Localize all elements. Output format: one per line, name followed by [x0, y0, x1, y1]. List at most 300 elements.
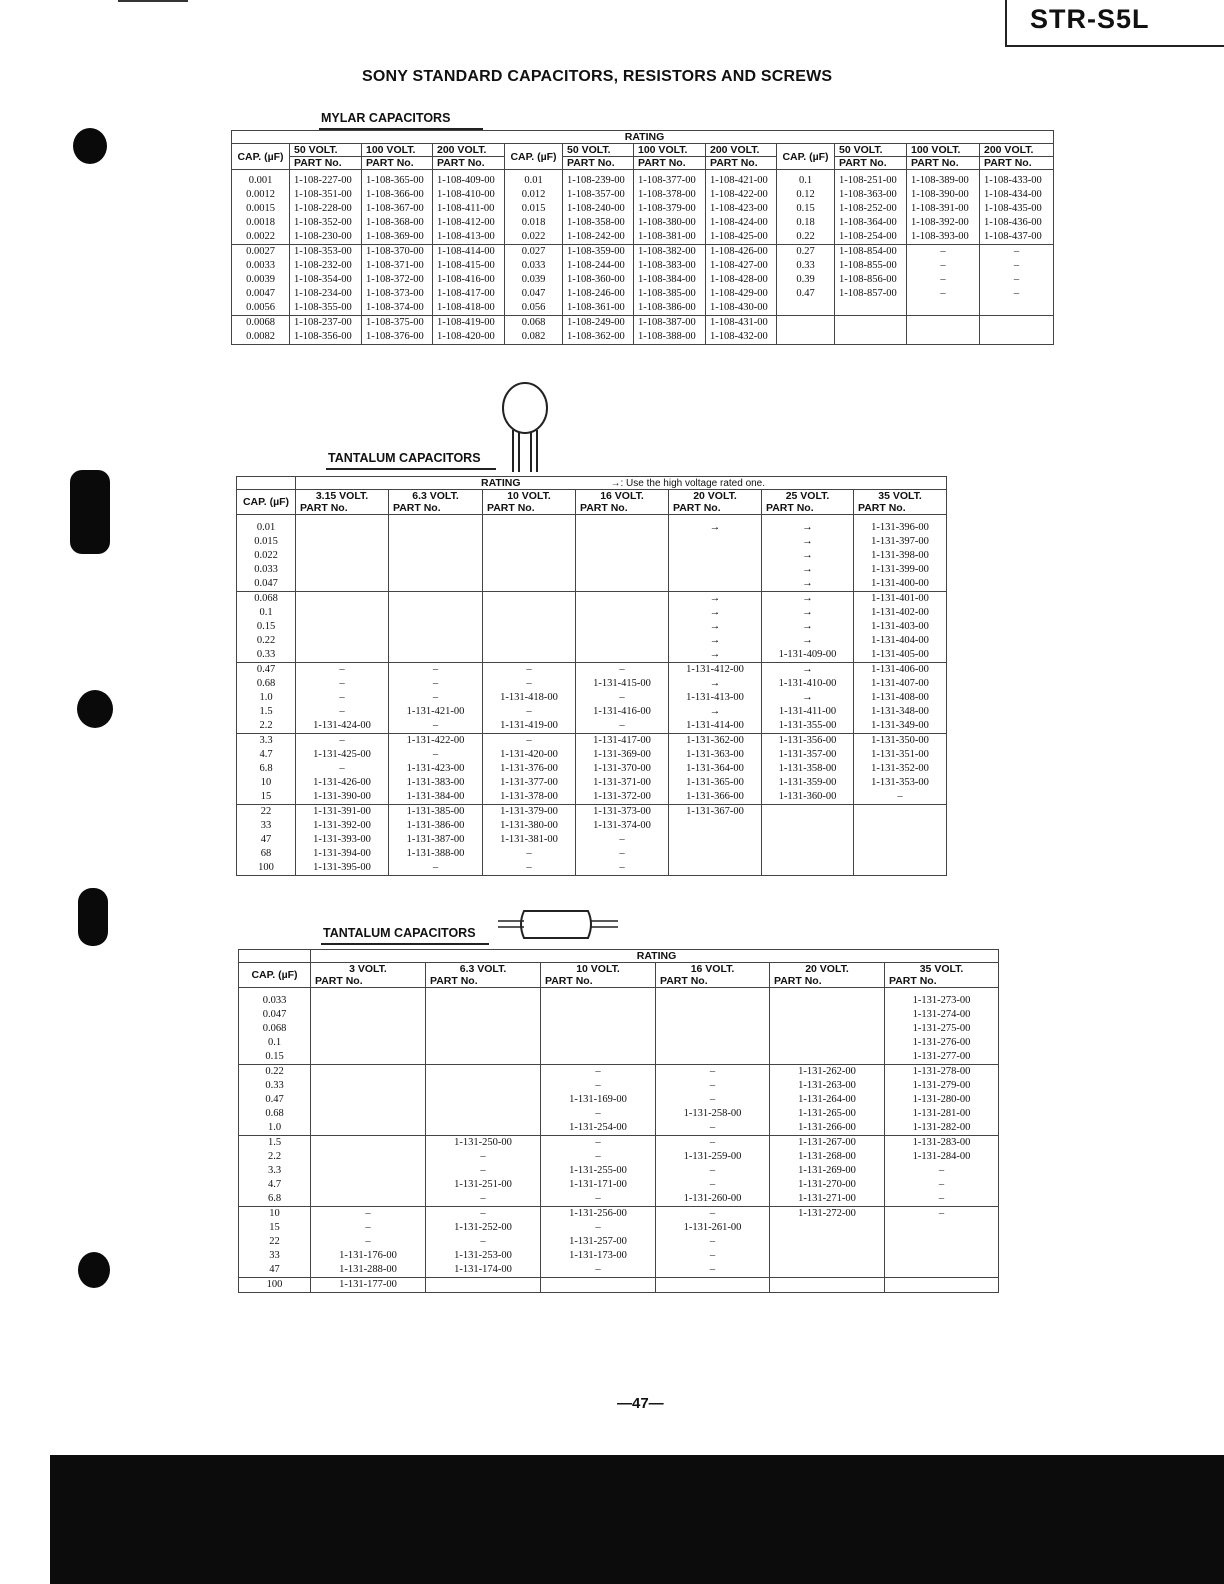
part-number-line: 1-131-270-00 — [798, 1179, 856, 1190]
part-number-line: 1-108-392-00 — [911, 217, 969, 228]
part-number-line: 1-108-251-00 — [839, 175, 897, 186]
cap-value-line: 3.3 — [259, 735, 273, 746]
cap-value-line: 22 — [260, 806, 272, 817]
part-number-line: 1-108-354-00 — [294, 274, 352, 285]
part-number-line: 1-131-257-00 — [569, 1236, 627, 1247]
part-number-line — [839, 316, 906, 330]
volt-row — [237, 490, 947, 503]
tantalum-block — [237, 515, 947, 592]
part-number-line — [770, 1221, 884, 1235]
part-number-line: → — [709, 649, 721, 660]
part-number — [907, 245, 980, 316]
part-number — [433, 170, 505, 245]
part-number-line: 1-131-284-00 — [912, 1151, 971, 1162]
part-number-line: 1-108-412-00 — [437, 217, 495, 228]
part-number-line: 1-131-274-00 — [912, 1009, 971, 1020]
part-number-line — [770, 1278, 884, 1292]
part-number — [835, 316, 907, 345]
part-number-line — [911, 316, 979, 330]
volt-header: 50 VOLT. — [563, 144, 634, 157]
tantalum-block — [237, 734, 947, 805]
part-number-line: – — [897, 791, 903, 802]
part-number-line — [296, 634, 388, 648]
model-number: STR-S5L — [1030, 4, 1150, 34]
part-number-line: 1-108-385-00 — [638, 288, 696, 299]
part-number-line: 1-108-355-00 — [294, 302, 352, 313]
part-number-line: 1-131-177-00 — [339, 1279, 397, 1290]
part-number — [980, 316, 1054, 345]
part-number-line: 1-108-369-00 — [366, 231, 424, 242]
part-number-line — [669, 847, 761, 861]
part-number-line — [311, 1008, 425, 1022]
part-number — [389, 515, 483, 592]
part-number-line: 1-108-242-00 — [567, 231, 625, 242]
part-number — [770, 1065, 885, 1136]
volt-header: 20 VOLT. — [770, 963, 885, 976]
part-number-line — [483, 577, 575, 591]
ceramic-capacitor-icon — [495, 378, 555, 474]
part-number-line — [669, 819, 761, 833]
part-number-line — [762, 805, 853, 819]
part-number-line — [576, 648, 668, 662]
tantalum-block — [239, 1207, 999, 1278]
part-number-line: 1-131-387-00 — [406, 834, 465, 845]
part-number-line: 1-108-381-00 — [638, 231, 696, 242]
volt-header: 35 VOLT. — [885, 963, 999, 976]
part-number-line: 1-131-386-00 — [406, 820, 465, 831]
rating-header: RATING — [232, 131, 1054, 144]
part-number-line — [311, 994, 425, 1008]
part-number-line — [576, 549, 668, 563]
part-number-line — [984, 330, 1053, 344]
cap-value-line: 6.8 — [259, 763, 273, 774]
part-number-line: – — [595, 1222, 601, 1233]
part-number-line: 1-108-436-00 — [984, 217, 1042, 228]
part-number-line — [483, 549, 575, 563]
part-number-line: 1-131-349-00 — [871, 720, 929, 731]
tantalum-radial-title: TANTALUM CAPACITORS — [328, 451, 481, 465]
part-number-line: → — [802, 578, 813, 589]
part-number-line: – — [595, 1108, 601, 1119]
part-number-line — [762, 819, 853, 833]
part-number — [311, 1207, 426, 1278]
part-number-line — [483, 521, 575, 535]
part-number-line: 1-131-408-00 — [871, 692, 929, 703]
part-number — [885, 988, 999, 1065]
part-number-line: 1-131-410-00 — [778, 678, 837, 689]
part-number-line — [762, 861, 853, 875]
volt-header: 6.3 VOLT. — [426, 963, 541, 976]
cap-value-line: 0.068 — [262, 1023, 287, 1034]
axial-capacitor-icon — [498, 908, 620, 942]
part-number-line — [483, 634, 575, 648]
part-number-line: – — [595, 1151, 601, 1162]
part-number-line: 1-131-390-00 — [313, 791, 371, 802]
part-number-line — [854, 819, 946, 833]
part-number-line: – — [1013, 274, 1020, 285]
part-number-line: → — [802, 607, 813, 618]
cap-value-line: 0.0022 — [246, 231, 275, 242]
cap-value-line: 0.22 — [796, 231, 815, 242]
part-number-line: 1-108-432-00 — [710, 331, 768, 342]
part-number-line: – — [709, 1137, 716, 1148]
part-number-line: → — [709, 635, 721, 646]
part-number-line: 1-131-266-00 — [798, 1122, 856, 1133]
mylar-block — [232, 316, 1054, 345]
part-number-line: 1-108-363-00 — [839, 189, 897, 200]
cap-value-line — [777, 316, 834, 330]
cap-value-line: 33 — [269, 1250, 280, 1261]
part-no-header: PART No. — [426, 975, 541, 988]
part-number-line — [770, 1263, 884, 1277]
part-number-line: 1-108-244-00 — [567, 260, 625, 271]
part-number — [706, 170, 777, 245]
part-number-line — [669, 549, 761, 563]
rating-row — [239, 950, 999, 963]
part-number-line — [907, 301, 979, 315]
part-number-line — [426, 1050, 540, 1064]
cap-value-line: 0.068 — [254, 593, 278, 604]
part-number-line: 1-108-237-00 — [294, 317, 352, 328]
part-number-line: 1-131-369-00 — [593, 749, 651, 760]
cap-value-line: 0.22 — [256, 635, 276, 646]
part-number — [762, 592, 854, 663]
part-number-line: 1-108-374-00 — [366, 302, 424, 313]
part-number-line: – — [595, 1193, 601, 1204]
part-number-line: 1-131-405-00 — [871, 649, 929, 660]
part-number-line: 1-131-256-00 — [569, 1208, 627, 1219]
part-number — [770, 988, 885, 1065]
part-number-line: 1-108-393-00 — [911, 231, 969, 242]
part-number-line: 1-131-413-00 — [686, 692, 744, 703]
part-number-line: – — [1013, 288, 1020, 299]
part-number-line: 1-131-409-00 — [778, 649, 837, 660]
part-number — [426, 988, 541, 1065]
part-number-line — [311, 1022, 425, 1036]
part-number-line: 1-108-379-00 — [638, 203, 696, 214]
cap-value-line: 0.01 — [256, 522, 276, 533]
part-number — [656, 988, 770, 1065]
part-number-line: – — [1013, 260, 1020, 271]
part-number-line: → — [709, 678, 721, 689]
part-number-line: 1-108-427-00 — [710, 260, 768, 271]
part-number-line — [389, 620, 482, 634]
part-number-line — [311, 1079, 425, 1093]
part-number-line: – — [339, 735, 345, 746]
part-number-line: 1-108-424-00 — [710, 217, 768, 228]
volt-header: 50 VOLT. — [835, 144, 907, 157]
part-number-line: – — [526, 664, 532, 675]
part-number-line: 1-108-388-00 — [638, 331, 696, 342]
part-number-line: → — [802, 564, 813, 575]
part-number-line — [296, 620, 388, 634]
part-no-header: PART No. — [311, 975, 426, 988]
part-number-line: 1-131-381-00 — [500, 834, 558, 845]
arrow-note: →: Use the high voltage rated one. — [610, 478, 766, 489]
cap-value — [239, 1136, 311, 1207]
part-number-line — [980, 301, 1053, 315]
cap-value-line: 0.039 — [521, 274, 546, 285]
cap-value-line: 10 — [269, 1208, 280, 1219]
part-number-line: 1-108-418-00 — [437, 302, 495, 313]
volt-header: 50 VOLT. — [290, 144, 362, 157]
part-number-line: 1-131-280-00 — [912, 1094, 971, 1105]
part-number-line: 1-131-423-00 — [406, 763, 465, 774]
volt-header: 10 VOLT. — [483, 490, 576, 503]
part-number-line: – — [339, 706, 345, 717]
cap-value-line: 0.047 — [521, 288, 546, 299]
part-number-line: – — [365, 1236, 371, 1247]
cap-value-line: 100 — [266, 1279, 283, 1290]
part-number-line — [389, 606, 482, 620]
part-number-line: – — [709, 1066, 716, 1077]
part-number-line: → — [709, 593, 721, 604]
part-number-line: 1-131-174-00 — [454, 1264, 512, 1275]
cap-value-line: 6.8 — [267, 1193, 282, 1204]
part-number-line: 1-131-422-00 — [406, 735, 465, 746]
part-number-line: → — [802, 621, 813, 632]
part-number — [296, 734, 389, 805]
part-number — [835, 245, 907, 316]
cap-value-line: 0.068 — [521, 317, 546, 328]
part-number-line — [296, 521, 388, 535]
part-number — [854, 805, 947, 876]
part-number — [426, 1207, 541, 1278]
part-number-line: – — [709, 1264, 716, 1275]
cap-value-line: 10 — [260, 777, 272, 788]
part-number-line: 1-131-279-00 — [912, 1080, 971, 1091]
part-number-line — [885, 1278, 998, 1292]
cap-value — [777, 170, 835, 245]
part-number-line: 1-108-239-00 — [567, 175, 625, 186]
part-number — [483, 592, 576, 663]
part-number-line — [389, 577, 482, 591]
part-number-line: 1-108-359-00 — [567, 246, 625, 257]
part-number-line — [656, 1036, 769, 1050]
part-number-line: 1-108-370-00 — [366, 246, 424, 257]
cap-value-line — [777, 330, 834, 344]
part-number-line: 1-131-254-00 — [569, 1122, 627, 1133]
part-number-line: 1-131-253-00 — [454, 1250, 512, 1261]
volt-header: 10 VOLT. — [541, 963, 656, 976]
part-number-line: – — [709, 1250, 716, 1261]
part-number-line: 1-131-258-00 — [683, 1108, 742, 1119]
part-number-line: 1-131-394-00 — [313, 848, 371, 859]
part-number-line — [426, 1022, 540, 1036]
part-number-line: 1-131-173-00 — [569, 1250, 627, 1261]
partno-row — [237, 502, 947, 515]
part-number-line: 1-108-382-00 — [638, 246, 696, 257]
part-number-line: 1-131-171-00 — [569, 1179, 627, 1190]
tantalum-axial-title: TANTALUM CAPACITORS — [323, 926, 476, 940]
part-number-line: → — [802, 550, 813, 561]
part-number — [656, 1136, 770, 1207]
part-number — [907, 170, 980, 245]
part-number-line: 1-108-246-00 — [567, 288, 625, 299]
tantalum-axial-underline — [321, 943, 489, 945]
part-number-line: – — [938, 1165, 945, 1176]
part-number-line — [389, 563, 482, 577]
part-number-line — [656, 994, 769, 1008]
part-no-header: PART No. — [433, 157, 505, 170]
cap-value-line: 15 — [269, 1222, 280, 1233]
part-number-line: – — [432, 692, 439, 703]
part-number-line: 1-131-353-00 — [871, 777, 929, 788]
part-number — [362, 170, 433, 245]
part-number-line — [426, 1107, 540, 1121]
cap-value-line: 1.5 — [267, 1137, 282, 1148]
part-number-line: 1-108-364-00 — [839, 217, 897, 228]
part-number-line: 1-131-276-00 — [912, 1037, 971, 1048]
page-number: —47— — [617, 1395, 664, 1412]
cap-value-line: 47 — [260, 834, 272, 845]
part-number-line: – — [432, 720, 439, 731]
part-no-header: PART No. — [483, 502, 576, 515]
part-number-line: 1-131-272-00 — [798, 1208, 856, 1219]
cap-value-line: 1.0 — [267, 1122, 282, 1133]
volt-header: 16 VOLT. — [656, 963, 770, 976]
part-number-line: 1-108-428-00 — [710, 274, 768, 285]
volt-row — [239, 963, 999, 976]
part-number-line: – — [595, 1137, 601, 1148]
part-number-line: 1-108-356-00 — [294, 331, 352, 342]
rating-spacer — [239, 950, 311, 963]
part-number-line: – — [938, 1208, 945, 1219]
part-number-line: 1-131-401-00 — [871, 593, 929, 604]
volt-header: 6.3 VOLT. — [389, 490, 483, 503]
part-number-line: → — [802, 635, 813, 646]
part-number-line: 1-131-355-00 — [778, 720, 837, 731]
part-number — [296, 592, 389, 663]
part-number-line: 1-131-278-00 — [912, 1066, 971, 1077]
part-number-line: 1-131-383-00 — [406, 777, 465, 788]
part-number-line: 1-131-395-00 — [313, 862, 371, 873]
part-number-line: – — [619, 692, 625, 703]
part-number-line: – — [709, 1165, 716, 1176]
part-number — [669, 734, 762, 805]
part-number-line — [311, 1065, 425, 1079]
cap-value-line: 4.7 — [259, 749, 273, 760]
part-number-line — [656, 1050, 769, 1064]
part-number-line: 1-108-252-00 — [839, 203, 897, 214]
part-number-line — [762, 847, 853, 861]
part-number — [634, 316, 706, 345]
part-number-line — [576, 606, 668, 620]
scan-bottom-band — [50, 1455, 1224, 1584]
part-number-line: 1-131-356-00 — [778, 735, 837, 746]
part-number-line: 1-131-359-00 — [778, 777, 837, 788]
part-number — [634, 245, 706, 316]
part-number-line: 1-131-411-00 — [778, 706, 837, 717]
part-number-line: 1-131-393-00 — [313, 834, 371, 845]
part-number-line: 1-131-377-00 — [500, 777, 558, 788]
part-number-line: 1-108-227-00 — [294, 175, 352, 186]
part-number-line: → — [709, 706, 721, 717]
part-number — [885, 1065, 999, 1136]
part-number — [563, 316, 634, 345]
cap-value-line: 0.047 — [262, 1009, 287, 1020]
part-number-line — [389, 535, 482, 549]
part-number-line — [483, 563, 575, 577]
part-number-line — [885, 1221, 998, 1235]
cap-value-line: 0.033 — [521, 260, 546, 271]
part-number-line — [854, 805, 946, 819]
cap-value-line: 0.022 — [254, 550, 278, 561]
part-number-line: 1-131-402-00 — [871, 607, 929, 618]
part-number-line — [576, 634, 668, 648]
cap-value-line: 0.0039 — [246, 274, 275, 285]
cap-value — [505, 245, 563, 316]
part-number-line: 1-131-255-00 — [569, 1165, 627, 1176]
part-number-line: 1-108-389-00 — [911, 175, 969, 186]
part-number-line: – — [709, 1122, 716, 1133]
part-number-line — [885, 1263, 998, 1277]
part-number-line: 1-131-367-00 — [686, 806, 744, 817]
part-number — [362, 316, 433, 345]
part-number-line: 1-131-426-00 — [313, 777, 371, 788]
part-number-line: → — [709, 621, 721, 632]
part-number-line — [483, 620, 575, 634]
part-number — [541, 1278, 656, 1293]
cap-value-line: 2.2 — [267, 1151, 282, 1162]
part-number-line: – — [480, 1151, 486, 1162]
part-number-line: 1-108-409-00 — [437, 175, 495, 186]
part-number-line — [576, 577, 668, 591]
part-number-line: 1-131-424-00 — [313, 720, 371, 731]
part-number-line: 1-108-431-00 — [710, 317, 768, 328]
cap-value-line: 0.0012 — [246, 189, 275, 200]
part-number-line: 1-131-358-00 — [778, 763, 837, 774]
part-number-line — [311, 1107, 425, 1121]
part-number-line: – — [619, 834, 625, 845]
part-number — [426, 1136, 541, 1207]
cap-value — [239, 988, 311, 1065]
part-number-line: 1-108-380-00 — [638, 217, 696, 228]
part-number-line: 1-131-252-00 — [454, 1222, 512, 1233]
volt-header: 100 VOLT. — [634, 144, 706, 157]
part-number-line: 1-108-417-00 — [437, 288, 495, 299]
part-number-line: 1-108-362-00 — [567, 331, 625, 342]
part-number — [541, 1136, 656, 1207]
part-no-header: PART No. — [563, 157, 634, 170]
cap-value — [239, 1278, 311, 1293]
part-number — [541, 988, 656, 1065]
part-number-line: 1-131-412-00 — [686, 664, 744, 675]
part-number-line: 1-131-169-00 — [569, 1094, 627, 1105]
part-number-line: 1-131-419-00 — [500, 720, 558, 731]
part-number-line — [426, 1036, 540, 1050]
cap-value-line: 4.7 — [267, 1179, 282, 1190]
cap-value — [505, 316, 563, 345]
part-number — [656, 1278, 770, 1293]
binder-hole — [78, 1252, 110, 1288]
part-number-line: 1-108-856-00 — [839, 274, 897, 285]
part-number-line — [389, 592, 482, 606]
part-number — [770, 1207, 885, 1278]
tantalum-radial-underline — [326, 468, 496, 470]
cap-value-line: 0.27 — [796, 246, 815, 257]
top-edge-line — [118, 0, 188, 2]
cap-value-line: 0.68 — [265, 1108, 284, 1119]
part-number-line: 1-108-353-00 — [294, 246, 352, 257]
part-number — [885, 1136, 999, 1207]
part-number-line: – — [619, 848, 625, 859]
part-number-line: – — [480, 1236, 486, 1247]
part-number-line: 1-131-415-00 — [593, 678, 651, 689]
part-number — [854, 734, 947, 805]
part-number-line: 1-108-384-00 — [638, 274, 696, 285]
volt-header: 200 VOLT. — [706, 144, 777, 157]
